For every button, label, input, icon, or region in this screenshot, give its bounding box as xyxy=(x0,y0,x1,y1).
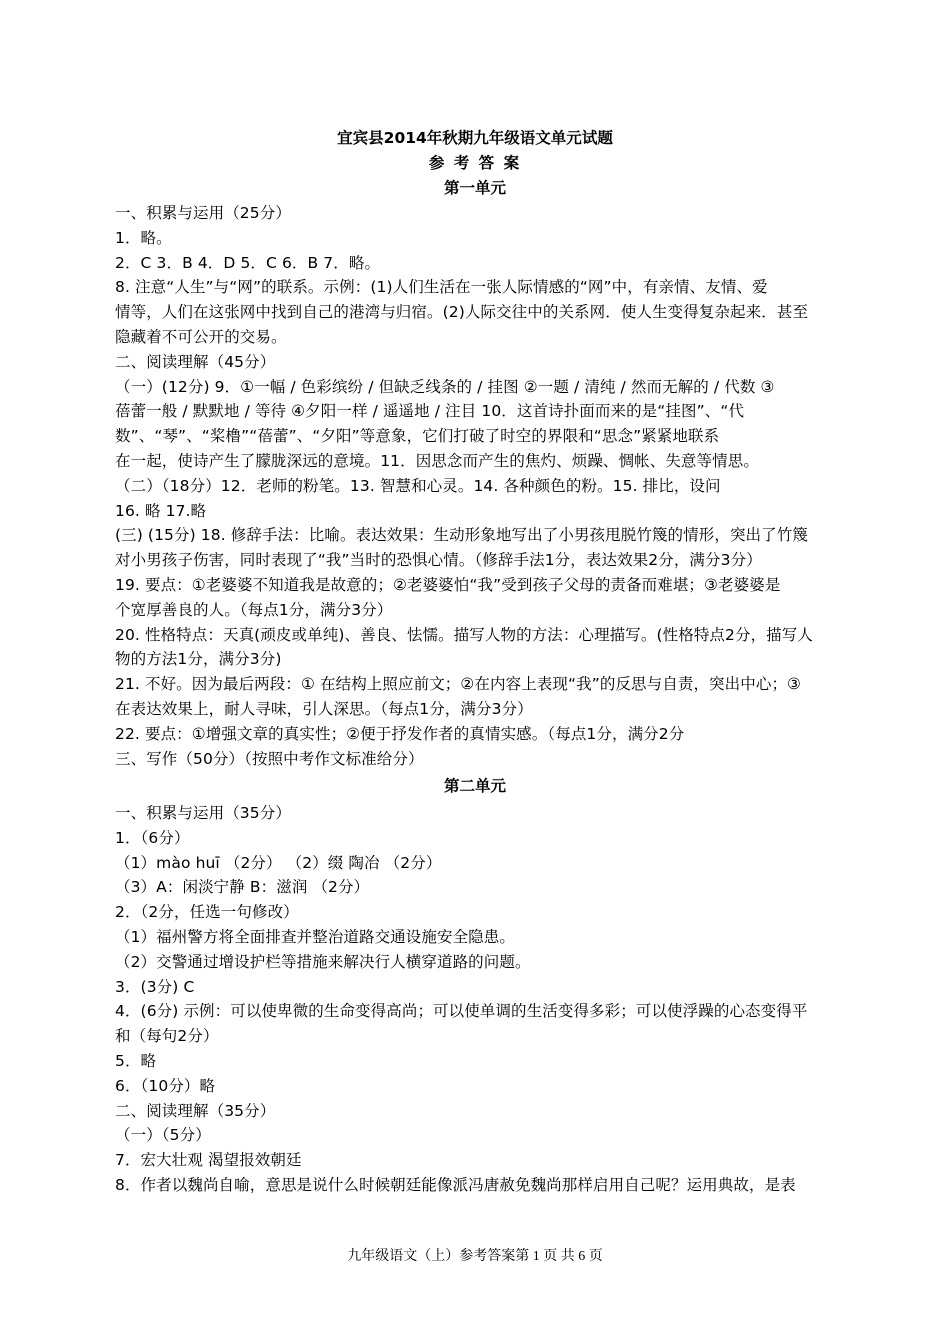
page-footer: 九年级语文（上）参考答案第 1 页 共 6 页 xyxy=(347,1249,603,1264)
unit1-answer-line: 20. 性格特点：天真(顽皮或单纯)、善良、怯懦。描写人物的方法：心理描写。(性格特点2分，描写人 xyxy=(115,625,813,644)
unit2-answer-line: 1．（6分） xyxy=(115,828,190,847)
unit2-answer-line: （2）交警通过增设护栏等措施来解决行人横穿道路的问题。 xyxy=(115,952,531,971)
unit1-answer-line: 在一起，使诗产生了朦胧深远的意境。11．因思念而产生的焦灼、烦躁、惆帐、失意等情思。 xyxy=(115,452,759,470)
unit1-answer-line: 22. 要点：①增强文章的真实性；②便于抒发作者的真情实感。（每点1分，满分2分 xyxy=(115,724,685,743)
unit2-answer-line: 2．（2分，任选一句修改） xyxy=(115,903,299,922)
unit1-answer-line: 情等，人们在这张网中找到自己的港湾与归宿。(2)人际交往中的关系网．使人生变得复杂起来．甚至 xyxy=(115,303,809,322)
unit2-heading: 第二单元 xyxy=(443,777,506,795)
unit2-answer-line: （1）福州警方将全面排查并整治道路交通设施安全隐患。 xyxy=(115,928,515,946)
unit1-answer-line: 对小男孩子伤害，同时表现了“我”当时的恐惧心情。（修辞手法1分，表达效果2分，满分3分） xyxy=(115,551,762,570)
unit2-answer-line: 5．略 xyxy=(115,1052,157,1070)
unit1-answer-line: (三) (15分) 18. 修辞手法：比喻。表达效果：生动形象地写出了小男孩甩脱竹篾的情形，突出了竹篾 xyxy=(115,526,808,545)
unit1-answer-line: 物的方法1分，满分3分) xyxy=(115,650,282,669)
unit2-answer-line: （3）A：闲淡宁静 B：滋润 （2分） xyxy=(115,878,370,897)
unit1-heading: 第一单元 xyxy=(443,179,506,197)
unit2-answer-line: 一、积累与运用（35分） xyxy=(115,804,291,822)
unit1-answer-line: 1．略。 xyxy=(115,228,172,247)
unit2-answer-line: 二、阅读理解（35分） xyxy=(115,1101,276,1120)
unit1-answer-line: 在表达效果上，耐人寻味，引人深思。（每点1分，满分3分） xyxy=(115,700,533,718)
document-title: 宜宾县2014年秋期九年级语文单元试题 xyxy=(337,129,613,147)
unit2-answer-line: 4．(6分) 示例：可以使卑微的生命变得高尚；可以使单调的生活变得多彩；可以使浮躁的心态变得平 xyxy=(115,1002,808,1021)
unit1-answer-line: 蓓蕾一般 / 默默地 / 等待 ④夕阳一样 / 遥遥地 / 注目 10．这首诗扑面而来的是“挂图”、“代 xyxy=(115,402,745,421)
unit1-answer-line: 隐藏着不可公开的交易。 xyxy=(115,328,287,346)
unit1-answer-line: 16. 略 17.略 xyxy=(115,501,207,520)
unit1-answer-line: 个宽厚善良的人。（每点1分，满分3分） xyxy=(115,600,393,619)
unit1-answer-line: 三、写作（50分）（按照中考作文标准给分） xyxy=(115,749,424,768)
unit1-answer-line: 二、阅读理解（45分） xyxy=(115,352,276,371)
unit1-answer-line: 一、积累与运用（25分） xyxy=(115,204,291,222)
document-subtitle: 参 考 答 案 xyxy=(428,154,522,172)
unit1-answer-line: （二）（18分）12．老师的粉笔。13. 智慧和心灵。14. 各种颜色的粉。15. 排比，设问 xyxy=(115,476,721,495)
unit2-answer-line: 7．宏大壮观 渴望报效朝廷 xyxy=(115,1151,302,1170)
unit2-answer-line: （一）（5分） xyxy=(115,1126,211,1145)
unit1-answer-line: 数”、“琴”、“桨橹”“蓓蕾”、“夕阳”等意象，它们打破了时空的界限和“思念”紧紧地联系 xyxy=(115,427,720,446)
unit1-answer-line: （一）(12分) 9．①一幅 / 色彩缤纷 / 但缺乏线条的 / 挂图 ②一题 / 清纯 / 然而无解的 / 代数 ③ xyxy=(115,377,775,396)
unit1-answer-line: 8. 注意“人生”与“网”的联系。示例：(1)人们生活在一张人际情感的“网”中，有亲情、友情、爱 xyxy=(115,278,768,297)
unit2-answer-line: 6．（10分）略 xyxy=(115,1076,216,1095)
unit1-answer-line: 19. 要点：①老婆婆不知道我是故意的；②老婆婆怕“我”受到孩子父母的责备而难堪；③老婆婆是 xyxy=(115,576,781,594)
unit1-answer-line: 2．C 3．B 4．D 5．C 6．B 7．略。 xyxy=(115,253,381,272)
unit2-answer-line: 8．作者以魏尚自喻，意思是说什么时候朝廷能像派冯唐赦免魏尚那样启用自己呢？运用典故，是表 xyxy=(115,1176,796,1194)
unit2-answer-line: 3．(3分) C xyxy=(115,977,195,996)
unit1-answer-line: 21. 不好。因为最后两段：① 在结构上照应前文；②在内容上表现“我”的反思与自责，突出中心；③ xyxy=(115,675,802,694)
unit2-answer-line: 和（每句2分） xyxy=(115,1027,219,1046)
unit2-answer-line: （1）mào huī （2分） （2）缀 陶冶 （2分） xyxy=(115,853,442,872)
